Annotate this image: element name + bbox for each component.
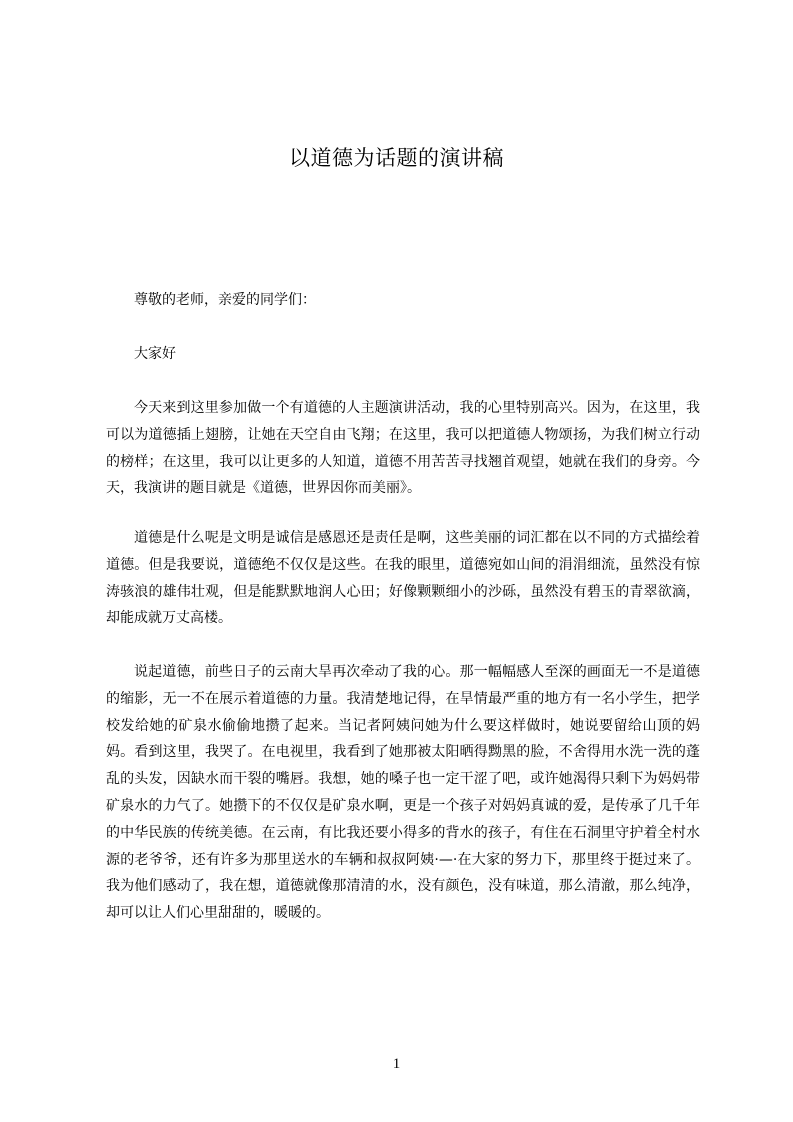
paragraph-1: 今天来到这里参加做一个有道德的人主题演讲活动，我的心里特别高兴。因为，在这里，我可以为道德插上翅膀，让她在天空自由飞翔；在这里，我可以把道德人物颂扬，为我们树立行动的榜样；在这里，我可以让更多的人知道，道德不用苦苦寻找翘首观望，她就在我们的身旁。今天，我演讲的题目就是《道德，世界因你而美丽》。 bbox=[106, 400, 700, 497]
page-number: 1 bbox=[392, 1056, 401, 1072]
salutation: 尊敬的老师，亲爱的同学们： bbox=[134, 292, 316, 308]
paragraph-3: 说起道德，前些日子的云南大旱再次牵动了我的心。那一幅幅感人至深的画面无一不是道德的缩影，无一不在展示着道德的力量。我清楚地记得，在旱情最严重的地方有一名小学生，把学校发给她的矿泉水偷偷地攒了起来。当记者阿姨问她为什么要这样做时，她说要留给山顶的妈妈。看到这里，我哭了。在电视里，我看到了她那被太阳晒得黝黑的脸，不舍得用水洗一洗的蓬乱的头发，因缺水而干裂的嘴唇。我想，她的嗓子也一定干涩了吧，或许她渴得只剩下为妈妈带矿泉水的力气了。她攒下的不仅仅是矿泉水啊，更是一个孩子对妈妈真诚的爱，是传承了几千年的中华民族的传统美德。在云南，有比我还要小得多的背水的孩子，有住在石洞里守护着全村水源的老爷爷，还有许多为那里送水的车辆和叔叔阿姨·—·在大家的努力下，那里终于挺过来了。我为他们感动了，我在想，道德就像那清清的水，没有颜色，没有味道，那么清澈，那么纯净，却可以让人们心里甜甜的，暖暖的。 bbox=[106, 664, 700, 922]
greeting: 大家好 bbox=[134, 346, 176, 362]
paragraph-2: 道德是什么呢是文明是诚信是感恩还是责任是啊，这些美丽的词汇都在以不同的方式描绘着道德。但是我要说，道德绝不仅仅是这些。在我的眼里，道德宛如山间的涓涓细流，虽然没有惊涛骇浪的雄伟壮观，但是能默默地润人心田；好像颗颗细小的沙砾，虽然没有碧玉的青翠欲滴，却能成就万丈高楼。 bbox=[106, 530, 700, 627]
page-title: 以道德为话题的演讲稿 bbox=[289, 146, 504, 170]
